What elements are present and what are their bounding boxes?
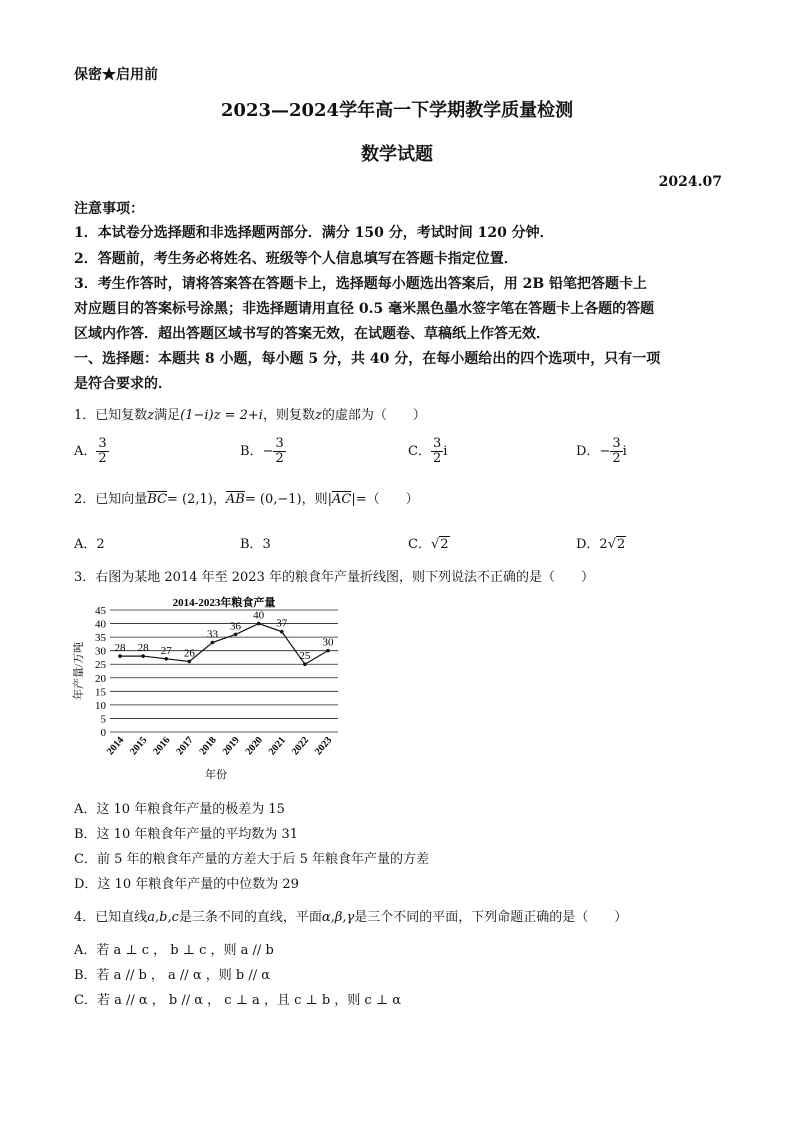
notice-item-3-cont: 对应题目的答案标号涂黑；非选择题请用直径 0.5 毫米黑色墨水签字笔在答题卡上各题的答题 bbox=[74, 301, 655, 317]
x-tick-label: 2017 bbox=[174, 734, 196, 758]
option-label: C． bbox=[408, 537, 431, 552]
numerator: 3 bbox=[98, 436, 107, 451]
q2-option-a: A．2 bbox=[74, 537, 105, 552]
question-1-stem bbox=[74, 404, 426, 423]
fraction bbox=[431, 437, 443, 466]
question-2-stem: 2．已知向量$\overline{BC}= (2,1)$，$\overline{AB}= (0,-1)$，则$|\overline{AC}|=$（ ） bbox=[74, 492, 419, 507]
fraction bbox=[96, 437, 108, 466]
q1-equation: (1−i)z = 2+i bbox=[180, 408, 263, 423]
data-point bbox=[211, 641, 215, 645]
option-sign: − bbox=[599, 444, 611, 459]
sqrt-value: 2 bbox=[617, 537, 626, 552]
numerator: 3 bbox=[432, 436, 442, 451]
data-point bbox=[303, 662, 307, 666]
notice-item-2: 2．答题前，考生务必将姓名、班级等个人信息填写在答题卡指定位置． bbox=[74, 251, 518, 267]
q3-option-c: C．前 5 年的粮食年产量的方差大于后 5 年粮食年产量的方差 bbox=[74, 852, 430, 867]
q1-mid: 满足 bbox=[154, 408, 181, 423]
y-tick-label: 30 bbox=[95, 645, 106, 658]
q4-option-c: C．若 a // α ， b // α ， c ⊥ a ，且 c ⊥ b ，则 c ⊥ α bbox=[74, 993, 401, 1008]
x-tick-label: 2015 bbox=[128, 734, 150, 758]
q3-option-a: A．这 10 年粮食年产量的极差为 15 bbox=[74, 802, 285, 817]
q2-prefix: 2．已知向量 bbox=[74, 492, 148, 507]
question-4-stem bbox=[74, 906, 627, 925]
data-point bbox=[280, 630, 284, 634]
x-tick-label: 2023 bbox=[313, 734, 335, 758]
q1-option-d bbox=[576, 437, 627, 466]
x-tick-label: 2014 bbox=[105, 734, 127, 758]
q1-option-a bbox=[74, 437, 109, 466]
q1-var-2: z bbox=[314, 408, 322, 423]
data-point bbox=[164, 657, 168, 661]
option-label: D．2 bbox=[576, 537, 608, 552]
data-point bbox=[118, 654, 122, 658]
notice-heading: 注意事项： bbox=[74, 201, 144, 217]
data-label: 40 bbox=[253, 609, 265, 622]
exam-date: 2024.07 bbox=[658, 174, 722, 190]
y-tick-label: 35 bbox=[95, 632, 106, 645]
notice-item-3-cont2: 区域内作答．超出答题区域书写的答案无效，在试题卷、草稿纸上作答无效． bbox=[74, 326, 550, 342]
denominator: 2 bbox=[612, 451, 621, 466]
exam-title: 2023—2024学年高一下学期教学质量检测 bbox=[220, 100, 574, 121]
data-label: 26 bbox=[183, 647, 195, 660]
y-axis-label: 年产量/万吨 bbox=[73, 641, 85, 701]
q4-lines: a,b,c bbox=[147, 910, 179, 925]
data-label: 33 bbox=[206, 628, 218, 641]
notice-item-1: 1．本试卷分选择题和非选择题两部分．满分 150 分，考试时间 120 分钟． bbox=[74, 225, 554, 241]
q2-option-c: C．√2 bbox=[408, 537, 449, 552]
q1-prefix: 1．已知复数 bbox=[74, 408, 148, 423]
x-tick-label: 2019 bbox=[220, 734, 242, 758]
y-tick-label: 0 bbox=[100, 727, 106, 739]
series-line bbox=[120, 624, 328, 665]
data-label: 30 bbox=[322, 636, 334, 649]
q2-ask: ，则 bbox=[301, 492, 328, 507]
data-point bbox=[188, 660, 192, 664]
option-label: B． bbox=[240, 444, 263, 459]
option-suffix: i bbox=[443, 444, 448, 459]
x-tick-label: 2020 bbox=[243, 734, 265, 758]
grain-output-line-chart bbox=[70, 594, 346, 790]
denominator: 2 bbox=[432, 451, 442, 466]
q1-option-c bbox=[408, 437, 447, 466]
q4-prefix: 4．已知直线 bbox=[74, 910, 148, 925]
q3-option-d: D．这 10 年粮食年产量的中位数为 29 bbox=[74, 877, 299, 892]
sqrt-value: 2 bbox=[440, 537, 449, 552]
q4-planes: α,β,γ bbox=[321, 910, 355, 925]
q2-option-d: D．2√2 bbox=[576, 537, 626, 552]
data-label: 25 bbox=[299, 650, 311, 663]
q1-tail: ，则复数 bbox=[262, 408, 315, 423]
exam-subtitle: 数学试题 bbox=[361, 144, 433, 165]
data-point bbox=[257, 622, 261, 626]
denominator: 2 bbox=[98, 451, 107, 466]
fraction bbox=[273, 437, 285, 466]
q2-option-b: B．3 bbox=[240, 537, 271, 552]
q4-tail: 是三个不同的平面，下列命题正确的是（ ） bbox=[354, 910, 628, 925]
fraction bbox=[610, 437, 622, 466]
q3-option-b: B．这 10 年粮食年产量的平均数为 31 bbox=[74, 827, 299, 842]
numerator: 3 bbox=[612, 436, 621, 451]
x-axis-label: 年份 bbox=[205, 769, 227, 781]
vector-ab-value: = (0,−1) bbox=[244, 492, 302, 507]
data-point bbox=[326, 649, 330, 653]
x-tick-label: 2022 bbox=[289, 734, 312, 758]
data-label: 27 bbox=[160, 644, 172, 657]
chart-title: 2014-2023年粮食产量 bbox=[172, 597, 276, 609]
denominator: 2 bbox=[275, 451, 284, 466]
option-label: A． bbox=[74, 444, 97, 459]
data-label: 28 bbox=[137, 642, 149, 655]
y-tick-label: 45 bbox=[95, 605, 106, 617]
option-suffix: i bbox=[622, 444, 627, 459]
y-tick-label: 15 bbox=[95, 686, 106, 699]
y-tick-label: 25 bbox=[95, 659, 106, 672]
x-tick-label: 2016 bbox=[151, 734, 173, 758]
confidential-mark: 保密★启用前 bbox=[74, 67, 158, 83]
q1-tail2: 的虚部为（ ） bbox=[321, 408, 426, 423]
x-tick-label: 2021 bbox=[266, 734, 289, 758]
numerator: 3 bbox=[275, 436, 284, 451]
data-point bbox=[234, 633, 238, 637]
vector-bc-value: = (2,1) bbox=[167, 492, 213, 507]
y-tick-label: 10 bbox=[95, 699, 106, 712]
y-tick-label: 20 bbox=[95, 672, 106, 685]
q4-option-a: A．若 a ⊥ c ， b ⊥ c ，则 a // b bbox=[74, 943, 274, 958]
data-label: 28 bbox=[114, 642, 126, 655]
section-heading-cont: 是符合要求的． bbox=[74, 376, 172, 392]
section-heading: 一、选择题：本题共 8 小题，每小题 5 分，共 40 分，在每小题给出的四个选项中，只有一项 bbox=[74, 351, 661, 367]
data-point bbox=[141, 654, 145, 658]
data-label: 36 bbox=[230, 620, 242, 633]
q1-option-b bbox=[240, 437, 286, 466]
question-3-stem: 3．右图为某地 2014 年至 2023 年的粮食年产量折线图，则下列说法不正确的是（ ） bbox=[74, 570, 594, 585]
vector-bc: $\overline{BC}$ bbox=[147, 492, 168, 507]
q4-option-b: B．若 a // b ， a // α ，则 b // α bbox=[74, 968, 270, 983]
notice-item-3: 3．考生作答时，请将答案答在答题卡上，选择题每小题选出答案后，用 2B 铅笔把答题卡上 bbox=[74, 276, 648, 292]
option-label: D． bbox=[576, 444, 600, 459]
vector-ac: $\overline{AC}$ bbox=[332, 492, 352, 507]
q2-tail: =（ ） bbox=[355, 492, 419, 507]
y-tick-label: 5 bbox=[100, 713, 106, 726]
q4-mid: 是三条不同的直线，平面 bbox=[178, 910, 322, 925]
data-label: 37 bbox=[276, 617, 288, 630]
option-sign: − bbox=[262, 444, 274, 459]
option-label: C． bbox=[408, 444, 431, 459]
vector-ab: $\overline{AB}$ bbox=[225, 492, 245, 507]
y-tick-label: 40 bbox=[95, 618, 106, 631]
q1-var: z bbox=[147, 408, 155, 423]
x-tick-label: 2018 bbox=[197, 734, 219, 758]
